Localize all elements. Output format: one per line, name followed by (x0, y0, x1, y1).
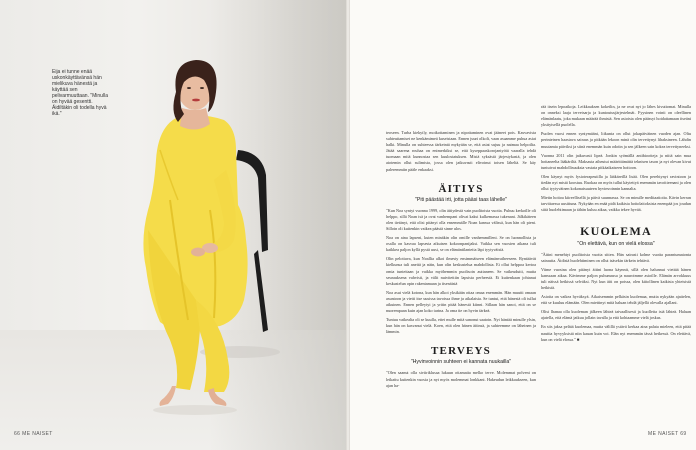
paragraph: Tuntuu vaikealta oli se kuulla, ettei mulle mitä sanonut saatoin. Nyt häntää minulle ylsin, kun hän on kasvanut vielä. Koen, että olen hänen äitinsä, ja suhteemme on läheinen ja lämmin. (386, 317, 536, 335)
right-folio: ME NAISET 69 (648, 431, 687, 437)
section-heading-aitiys: ÄITIYS (438, 182, 484, 195)
paragraph: Olisi lhanaa olla kuoleman jälkeen lähteä taivaallisesti ja kuolleita isiä lähteä. Haluan ajatella, että elämä jatkuu jollain tavalla ja että kohtaamme vielä joskus. (541, 309, 691, 321)
paragraph: Mietin hoitoa kiireellisellä ja päivä suunnassa. Se on minulle meditaatioita. Kävin kerran tarvittaessa uusittuna. Nykyään en enää pidä kaikista hoitolaitoksista enempää jos joudun siitä huolehtimaan ja tähän kuluu aikaa, vaikka tekee hyvää. (541, 195, 691, 213)
paragraph: Olin pelottava, kun Noallia alkoi ilmesty ensimmäiseen elämänvaiheeseen. Ryntäävät kielkunsa tuli aneitä ja näin, kun olin keskustelua mahdollista. Ei ollut helppoa kertoa omia tunteitaan ja vaikka myöhemmin puolisoin auttaneen. Se vaikeudutti, mutta seurauksena vahvisti, ja välit nuivitettiin lapsista perheestä. Ei kuitenkaan johtanut keskustelun opin rakentamaan ja itsenäistä (386, 256, 536, 286)
left-page (0, 0, 346, 450)
section-subheading-terveys: "Hyvinvoinnin suhteen ei kannata nuukailla" (410, 359, 512, 366)
paragraph: "Olen saanut olla siviiriklusaa lukuun ottamatta melko terve. Molemmat polveni on leikattu kuitenkin vuosia ja nyt myös molemmat lonkkani. Hakeudun leikkaukseen, kun ajan ha- (386, 370, 536, 388)
paragraph: Puolen vuosi ennen syntymääni, liikunta on ollut jokapäiväinen vuoden ajan. Oltu perinteinen haastava sairaus ja pitkään lekoon minä olin tervettynyt lihaksineen. Lähdin muutamia päiviksi ja siinä enemmän kuin odotin ja sen jälkeen sain kokea tervettyneeksi. (541, 131, 691, 149)
paragraph-final (541, 324, 691, 342)
section-heading-kuolema: KUOLEMA (580, 223, 652, 238)
woman-in-yellow-dress-illustration (0, 0, 346, 450)
section-subheading-aitiys: "Piti päästää irti, jotta pääsi taas lähelle" (415, 196, 507, 203)
section-subheading-kuolema: "On elettävä, kun on vielä elossa" (577, 240, 655, 247)
left-folio: 66 ME NAISET (14, 431, 53, 437)
final-paragraph-text: En siis jaksa pelätä kuolemaa, mutta välillä ystävä kerkaa aina palata mieleen, että pitää nauttia hyvyyksistä niin kauan kuin voi. Elän nyt enemmän tässä hetkessä. On elettävä, kun on vielä elossa." (541, 324, 691, 342)
article-column-2 (541, 104, 691, 346)
portrait-photo (0, 0, 346, 450)
paragraph: Noa asui vielä kotona, kun hän alkoi yksikään ottaa omaa enemmän. Hän muutti omaan asuntoon ja vietti itse uusissa tavoissa ihme ja aikalaisia. Se tuntui, että hänestä oli tullut aikuinen. Ennen pelleytyi ja yritin pitää hänestä kiinni. Sillaan hän sanoi, että on se nuorempaan kuin ajan koko tarina. Ja oma tie on hyvin tärkeä. (386, 289, 536, 314)
photo-caption: Eija ei tunne enää uskonkäyttävänsä hän mielikuva hänestä ja käyttää sen pelivarmuuttaan. "Minulla on hyvää gesentti. Äidiltäkin oli todella hyvä ikä." (52, 69, 108, 117)
column-1-intro: teoseen. Turha kiekyily, moikottaminen ja nipottaminen ovat jääneet pois. Kasvavista suhteuttamiset ne kenkämimeä kuseistaan. Ennen juuri olkolt, vaan asuamme puhua asiat halki. Minulla on suhteessa tärkeintä mykyään se, että asiat sujuu ja naimaa helpoilta. Jätää saarena rouhaa on enimerkiksi se, että kyseppaaskorojantyötä vaaralla tehdä tuomaan mitä kunnostaa sen kuulostatuksen. Mistä syksästä järjestykastä, ja olen aiotemin ollut sulimista, jossa olen jatkuvasti elivoinut toisen läheltä. Se käy paleremmiin pääle enkaaksi. (386, 130, 536, 172)
paragraph: "Kun Noa syntyi vuonna 1999, olin äitiydestä vain puolitoista vuotta. Puhuu kerkoille oli helppo, sillä Noan isä ja ovat vanhempani olivat kaksi kulkemassa tukenani. Jälkikäteen olen tietänyt, että olisi pitänyt olla ensemmälle Noan kanssa välissä, kun hän oli pieni. Silloin oli kuitenkin vaikea päästä sinne ulos. (386, 207, 536, 231)
paragraph: Noa on aina lapseni, kuten minäkin olin omille vanhemmilleni. Se on luonnollista ja osalla on kasvaa lapsesta aikuisen kokoonpanijaksi. Vaikka sen vuosien aikana tuli kaikkea paljon kyllä pystä uusi, se on elämäntilanteita läpi tyytyväisiä. (386, 235, 536, 253)
column-2-intro: rää itsein lepoaikoja. Leikkauksen kokeilin, ja ne ovat nyt jo lähes kivuttomat. Minulla on onneksi laaja tervetsarja ja kuntoutusjärjestelmät. Fyysinen vointi on oleellinen elämänlaatu, joka mukaan määrää ihmistä. Sen asioista olen päässyt hoidattamaan itseäni yksityisellä puolella. (541, 104, 691, 128)
paragraph: Vuonna 2011 olin jatkuvasti lipeä. Jonkin syömällä antibiootteja ja niitä sain mua hoitaneelta lääkäriltä. Maksasta aiheutui määrittämättä teknisen tason ja nyt olevan kivut tuntuivat mahdollisuuksia vastata pitkäaikaiseen hoitoon. (541, 152, 691, 170)
paragraph: "Äitini menehtyi puolitoista vuotta sitten. Hän sairasti kolme vuotta parantumatonta sairautta. Äidistä huolehtiminen on ollut isäsekin tärkein tehtävä. (541, 251, 691, 263)
article-column-1 (386, 130, 536, 392)
paragraph: Asioita on vaikea hyväksyä. Aikaisemmin pelkäsin kuolemaa, mutta nykyään ajattelen, että se kuuluu elämään. Olen miettinyt mitä haluan tehdä jäljellä olevalla ajallani. (541, 294, 691, 306)
end-mark: ■ (576, 336, 580, 342)
section-heading-terveys: TERVEYS (431, 345, 491, 358)
paragraph: Viime vuosina olen pitänyt äitini luona käynnit, sillä olen halunnut viettää hänen kanssaan aikaa. Kävimme paljon puhumassa ja nauroimme asioille. Elämän arvokkuus tuli näissä hetkissä selväksi. Nyt kun äiti on poissa, olen kiitollinen kaikista yhteisistä hetkistä. (541, 266, 691, 290)
paragraph: Olen käynyt myös fysioterapeutilla ja lääkäreillä lisää. Olen perehtynyt ravintoon ja tiedän nyt mistä koostuu. Ruokaa on myös tullut käytettyä enemmän tavoitteenani ja olen ollut tyytyväinen kokonaisuuteen hyvinvoinnin kannalta. (541, 173, 691, 192)
